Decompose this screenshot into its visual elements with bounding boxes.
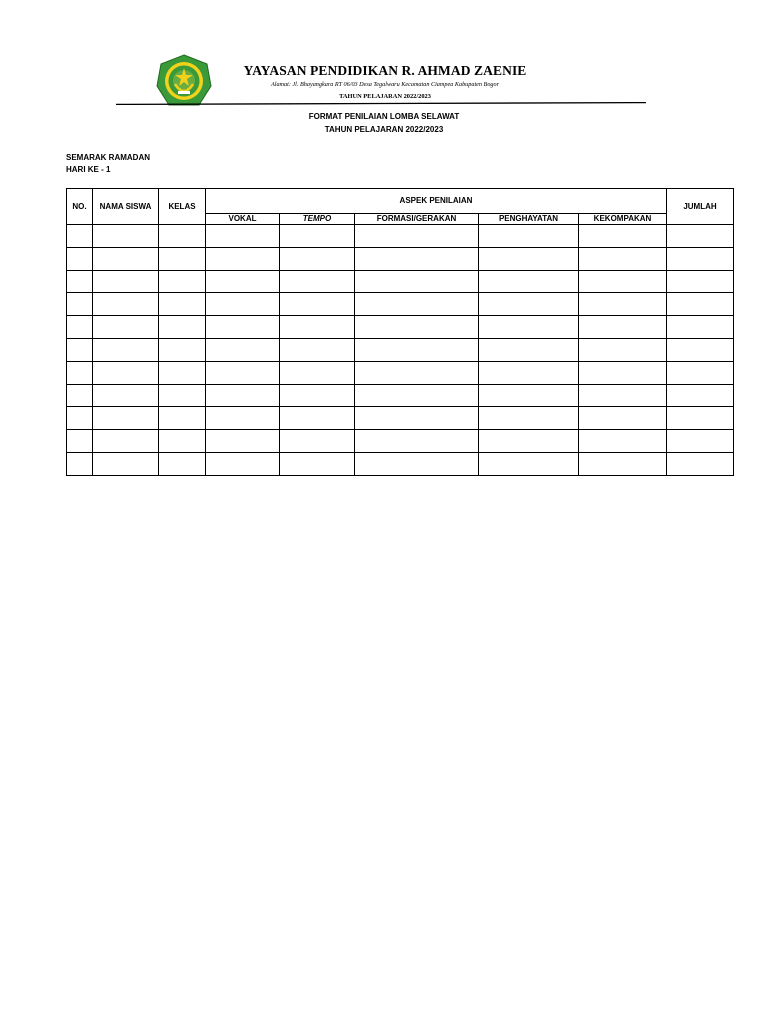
cell-student-name[interactable] bbox=[93, 452, 159, 475]
cell-no[interactable] bbox=[67, 225, 93, 248]
cell-no[interactable] bbox=[67, 452, 93, 475]
cell-no[interactable] bbox=[67, 361, 93, 384]
table-row bbox=[67, 338, 734, 361]
cell-student-name[interactable] bbox=[93, 338, 159, 361]
cell-student-name[interactable] bbox=[93, 225, 159, 248]
cell-vocal[interactable] bbox=[206, 338, 280, 361]
cell-total[interactable] bbox=[667, 225, 734, 248]
cell-formation[interactable] bbox=[355, 430, 479, 453]
cell-class[interactable] bbox=[159, 293, 206, 316]
cell-class[interactable] bbox=[159, 452, 206, 475]
cell-vocal[interactable] bbox=[206, 247, 280, 270]
cell-formation[interactable] bbox=[355, 384, 479, 407]
cell-vocal[interactable] bbox=[206, 270, 280, 293]
table-row bbox=[67, 247, 734, 270]
cell-no[interactable] bbox=[67, 384, 93, 407]
event-name: SEMARAK RAMADAN bbox=[66, 153, 150, 162]
cell-total[interactable] bbox=[667, 338, 734, 361]
cell-tempo[interactable] bbox=[280, 361, 355, 384]
cell-vocal[interactable] bbox=[206, 430, 280, 453]
cell-student-name[interactable] bbox=[93, 270, 159, 293]
cell-tempo[interactable] bbox=[280, 247, 355, 270]
cell-student-name[interactable] bbox=[93, 247, 159, 270]
organization-address: Alamat: Jl. Bhayangkara RT 06/03 Desa Tegalwaru Kecamatan Ciampea Kabupaten Bogor bbox=[270, 81, 500, 88]
cell-total[interactable] bbox=[667, 316, 734, 339]
form-subtitle: TAHUN PELAJARAN 2022/2023 bbox=[324, 125, 444, 134]
form-title: FORMAT PENILAIAN LOMBA SELAWAT bbox=[308, 112, 460, 121]
cell-class[interactable] bbox=[159, 247, 206, 270]
cell-cohesion[interactable] bbox=[579, 316, 667, 339]
table-row bbox=[67, 407, 734, 430]
school-emblem-icon bbox=[156, 54, 212, 108]
cell-class[interactable] bbox=[159, 270, 206, 293]
header-aspect-formation: FORMASI/GERAKAN bbox=[355, 214, 479, 225]
cell-tempo[interactable] bbox=[280, 225, 355, 248]
table-row bbox=[67, 225, 734, 248]
header-total: JUMLAH bbox=[667, 189, 734, 225]
header-no: NO. bbox=[67, 189, 93, 225]
cell-formation[interactable] bbox=[355, 338, 479, 361]
cell-cohesion[interactable] bbox=[579, 430, 667, 453]
cell-tempo[interactable] bbox=[280, 452, 355, 475]
letterhead-divider bbox=[116, 102, 646, 105]
organization-name: YAYASAN PENDIDIKAN R. AHMAD ZAENIE bbox=[243, 63, 527, 78]
cell-cohesion[interactable] bbox=[579, 361, 667, 384]
header-class: KELAS bbox=[159, 189, 206, 225]
cell-class[interactable] bbox=[159, 430, 206, 453]
cell-class[interactable] bbox=[159, 407, 206, 430]
cell-formation[interactable] bbox=[355, 270, 479, 293]
cell-student-name[interactable] bbox=[93, 361, 159, 384]
event-day: HARI KE - 1 bbox=[66, 165, 111, 174]
cell-no[interactable] bbox=[67, 430, 93, 453]
table-header-row bbox=[67, 189, 734, 214]
table-row bbox=[67, 430, 734, 453]
cell-vocal[interactable] bbox=[206, 361, 280, 384]
cell-formation[interactable] bbox=[355, 293, 479, 316]
cell-total[interactable] bbox=[667, 293, 734, 316]
header-aspect-cohesion: KEKOMPAKAN bbox=[579, 214, 667, 225]
header-aspect-vocal: VOKAL bbox=[206, 214, 280, 225]
cell-expression[interactable] bbox=[479, 316, 579, 339]
cell-tempo[interactable] bbox=[280, 293, 355, 316]
cell-total[interactable] bbox=[667, 384, 734, 407]
cell-vocal[interactable] bbox=[206, 293, 280, 316]
header-aspect-expression: PENGHAYATAN bbox=[479, 214, 579, 225]
cell-formation[interactable] bbox=[355, 316, 479, 339]
letterhead-academic-year: TAHUN PELAJARAN 2022/2023 bbox=[339, 93, 431, 100]
cell-class[interactable] bbox=[159, 225, 206, 248]
cell-expression[interactable] bbox=[479, 430, 579, 453]
cell-cohesion[interactable] bbox=[579, 338, 667, 361]
cell-vocal[interactable] bbox=[206, 407, 280, 430]
cell-vocal[interactable] bbox=[206, 452, 280, 475]
cell-expression[interactable] bbox=[479, 407, 579, 430]
table-row bbox=[67, 316, 734, 339]
cell-expression[interactable] bbox=[479, 384, 579, 407]
cell-no[interactable] bbox=[67, 293, 93, 316]
cell-no[interactable] bbox=[67, 407, 93, 430]
cell-class[interactable] bbox=[159, 384, 206, 407]
cell-expression[interactable] bbox=[479, 293, 579, 316]
cell-cohesion[interactable] bbox=[579, 293, 667, 316]
cell-total[interactable] bbox=[667, 247, 734, 270]
cell-class[interactable] bbox=[159, 338, 206, 361]
cell-no[interactable] bbox=[67, 338, 93, 361]
cell-no[interactable] bbox=[67, 247, 93, 270]
table-row bbox=[67, 361, 734, 384]
cell-total[interactable] bbox=[667, 407, 734, 430]
cell-tempo[interactable] bbox=[280, 316, 355, 339]
header-assessment-aspects: ASPEK PENILAIAN bbox=[206, 189, 667, 214]
cell-total[interactable] bbox=[667, 270, 734, 293]
cell-student-name[interactable] bbox=[93, 293, 159, 316]
cell-no[interactable] bbox=[67, 316, 93, 339]
cell-formation[interactable] bbox=[355, 361, 479, 384]
cell-total[interactable] bbox=[667, 430, 734, 453]
cell-student-name[interactable] bbox=[93, 430, 159, 453]
header-student-name: NAMA SISWA bbox=[93, 189, 159, 225]
cell-cohesion[interactable] bbox=[579, 247, 667, 270]
cell-cohesion[interactable] bbox=[579, 270, 667, 293]
cell-tempo[interactable] bbox=[280, 270, 355, 293]
cell-tempo[interactable] bbox=[280, 384, 355, 407]
cell-cohesion[interactable] bbox=[579, 452, 667, 475]
header-aspect-tempo: TEMPO bbox=[280, 214, 355, 225]
cell-student-name[interactable] bbox=[93, 316, 159, 339]
cell-total[interactable] bbox=[667, 452, 734, 475]
cell-class[interactable] bbox=[159, 361, 206, 384]
cell-no[interactable] bbox=[67, 270, 93, 293]
cell-cohesion[interactable] bbox=[579, 407, 667, 430]
cell-vocal[interactable] bbox=[206, 225, 280, 248]
cell-cohesion[interactable] bbox=[579, 384, 667, 407]
table-row bbox=[67, 452, 734, 475]
table-row bbox=[67, 293, 734, 316]
cell-expression[interactable] bbox=[479, 247, 579, 270]
cell-cohesion[interactable] bbox=[579, 225, 667, 248]
score-table bbox=[66, 188, 734, 476]
cell-expression[interactable] bbox=[479, 452, 579, 475]
cell-vocal[interactable] bbox=[206, 316, 280, 339]
cell-tempo[interactable] bbox=[280, 407, 355, 430]
cell-tempo[interactable] bbox=[280, 430, 355, 453]
cell-expression[interactable] bbox=[479, 225, 579, 248]
table-row bbox=[67, 270, 734, 293]
cell-formation[interactable] bbox=[355, 247, 479, 270]
cell-expression[interactable] bbox=[479, 338, 579, 361]
cell-formation[interactable] bbox=[355, 452, 479, 475]
score-table-body bbox=[67, 225, 734, 476]
cell-formation[interactable] bbox=[355, 407, 479, 430]
cell-tempo[interactable] bbox=[280, 338, 355, 361]
cell-student-name[interactable] bbox=[93, 384, 159, 407]
cell-formation[interactable] bbox=[355, 225, 479, 248]
cell-vocal[interactable] bbox=[206, 384, 280, 407]
cell-expression[interactable] bbox=[479, 270, 579, 293]
cell-class[interactable] bbox=[159, 316, 206, 339]
table-row bbox=[67, 384, 734, 407]
cell-total[interactable] bbox=[667, 361, 734, 384]
cell-expression[interactable] bbox=[479, 361, 579, 384]
cell-student-name[interactable] bbox=[93, 407, 159, 430]
